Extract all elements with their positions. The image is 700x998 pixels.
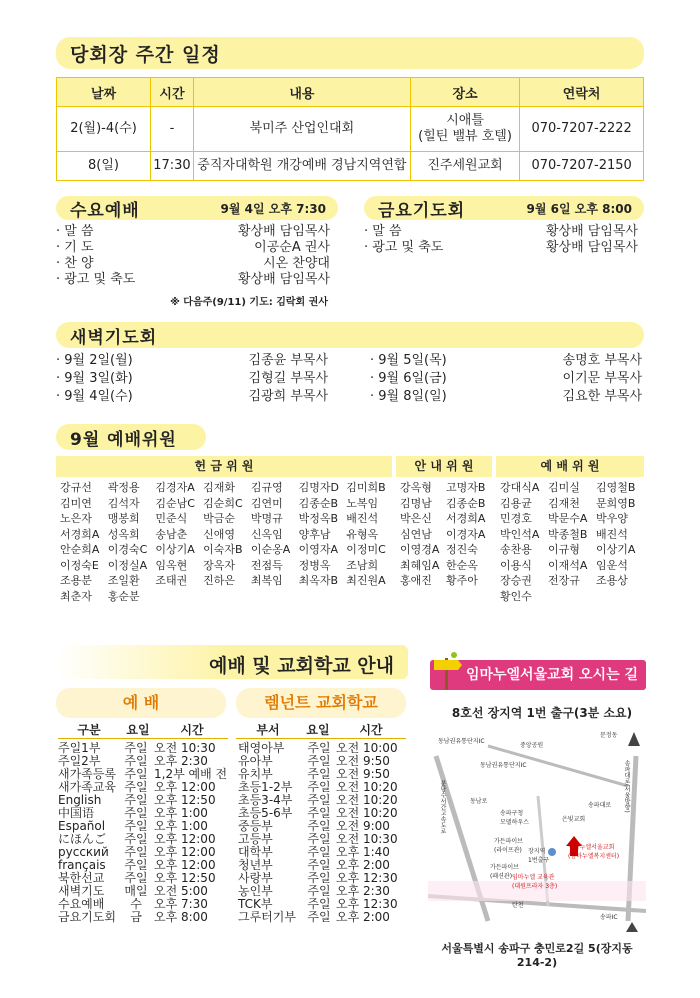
- item-label: · 말 씀: [364, 224, 402, 239]
- member-name: 박정옥B: [298, 512, 338, 525]
- member-name: 신애영: [203, 527, 236, 541]
- member-name: 이순옹A: [250, 543, 291, 556]
- schedule-cell: 오후 12:30: [336, 897, 398, 911]
- member-name: 홍애진: [400, 574, 432, 587]
- member-name: 안순희A: [60, 543, 100, 556]
- weekly-cell: 070-7207-2150: [520, 152, 644, 181]
- weekly-cell: 중직자대학원 개강예배 경남지역연합: [193, 152, 410, 181]
- schedule-cell: 주일1부: [58, 741, 101, 755]
- member-name: 이경자A: [446, 527, 486, 541]
- schedule-cell: 오전 10:30: [336, 832, 398, 846]
- schedule-cell: 고등부: [238, 832, 273, 846]
- weekly-col-header: 연락처: [520, 78, 644, 107]
- schedule-cell: 주일: [307, 832, 331, 846]
- weekly-cell: 시애틀 (힐틴 밸뷰 호텔): [410, 107, 519, 152]
- member-name: 박금순: [203, 512, 236, 525]
- schedule-cell: 오전 9:50: [336, 767, 390, 781]
- guide-names: [400, 480, 492, 589]
- member-name: 이영자A: [298, 543, 338, 556]
- schedule-cell: TCK부: [238, 897, 273, 911]
- weekly-col-header: 날짜: [57, 78, 151, 107]
- map-label-road3: 동남로: [470, 798, 488, 805]
- schedule-cell: 태영아부: [238, 741, 285, 755]
- member-name: [596, 589, 644, 605]
- dawn-list-left: [56, 352, 328, 406]
- item-value: 김종윤 부목사: [248, 353, 328, 368]
- schedule-cell: 금: [130, 910, 142, 924]
- committee-title-bar: [56, 424, 206, 450]
- member-name: 김종순B: [446, 496, 486, 510]
- member-name: 노은자: [60, 512, 92, 525]
- member-name: 조태권: [155, 574, 188, 587]
- item-value: 이기문 부목사: [562, 371, 642, 386]
- school-column-headers: [236, 721, 406, 739]
- member-name: 이정미C: [346, 543, 386, 556]
- member-name: 김석자: [107, 496, 140, 510]
- member-name: 김명남: [400, 496, 432, 510]
- list-item: [364, 224, 638, 240]
- member-name: 최복임: [250, 574, 283, 587]
- member-name: 이정실A: [107, 558, 148, 572]
- schedule-cell: 초등5-6부: [238, 806, 293, 820]
- worship-section-header: 예 배: [56, 688, 226, 718]
- member-name: 서경희A: [60, 527, 100, 541]
- worship-names: [500, 480, 644, 604]
- schedule-cell: 북한선교: [58, 871, 105, 885]
- member-name: 홍순분: [107, 589, 140, 603]
- list-item: [370, 370, 642, 388]
- item-label: · 9월 5일(목): [370, 353, 447, 368]
- schedule-cell: 농인부: [238, 884, 273, 898]
- dawn-title: 새벽기도회: [70, 327, 158, 348]
- member-name: 한순옥: [446, 558, 478, 572]
- worship-schedule: [58, 742, 230, 924]
- schedule-cell: 오후 12:30: [336, 871, 398, 885]
- schedule-cell: 새벽기도: [58, 884, 105, 898]
- church-map: [428, 726, 646, 932]
- schedule-cell: 오전 10:20: [336, 780, 398, 794]
- list-item: [56, 224, 330, 240]
- friday-title-bar: [364, 196, 644, 220]
- item-value: 시온 찬양대: [263, 256, 330, 271]
- member-name: 배진석: [596, 527, 628, 541]
- member-name: 최춘자: [60, 589, 92, 603]
- schedule-cell: 주일: [307, 871, 331, 885]
- member-name: 맹봉희: [107, 512, 140, 525]
- member-name: 김순희C: [203, 496, 243, 510]
- schedule-cell: 새가족등록: [58, 767, 116, 781]
- schedule-cell: 주일: [124, 780, 148, 794]
- member-name: 조일환: [107, 574, 140, 587]
- member-name: 신옥임: [250, 527, 283, 541]
- schedule-cell: 주일: [124, 871, 148, 885]
- school-col-header: 요일: [306, 723, 330, 737]
- school-section-header: 렘넌트 교회학교: [236, 688, 406, 718]
- wednesday-title-bar: [56, 196, 338, 220]
- schedule-cell: 오전 9:50: [336, 754, 390, 768]
- schedule-cell: 금요기도회: [58, 910, 116, 924]
- schedule-cell: 초등1-2부: [238, 780, 293, 794]
- wednesday-date: 9월 4일 오후 7:30: [220, 201, 326, 216]
- map-label-lot: 가든파이브 (라이프관): [494, 838, 523, 854]
- map-label-garden: 은빛교회: [562, 816, 586, 823]
- schedule-cell: 오후 12:00: [154, 832, 216, 846]
- schedule-cell: 주일2부: [58, 754, 101, 768]
- service-guide-title: 예배 및 교회학교 안내: [208, 655, 394, 677]
- schedule-cell: 오전 10:30: [154, 741, 216, 755]
- wednesday-note: ※ 다음주(9/11) 기도: 김락회 권사: [170, 297, 328, 308]
- item-label: · 말 씀: [56, 224, 94, 239]
- service-guide-title-bar: [56, 645, 408, 679]
- member-name: 곽정용: [107, 481, 140, 494]
- member-name: 김종순B: [298, 496, 338, 510]
- list-item: [364, 240, 638, 256]
- map-label-road2: 송파대로: [588, 802, 612, 809]
- schedule-cell: 오후 8:00: [154, 910, 208, 924]
- member-name: 송남춘: [155, 527, 188, 541]
- member-name: 김경자A: [155, 481, 195, 494]
- schedule-cell: Español: [58, 819, 106, 833]
- member-name: [299, 589, 347, 605]
- schedule-cell: 주일: [124, 754, 148, 768]
- list-item: [370, 388, 642, 406]
- wednesday-title: 수요예배: [70, 200, 140, 221]
- list-item: [56, 370, 328, 388]
- map-label-ic2: 동남권유통단지IC: [480, 762, 527, 769]
- school-col-header: 부서: [256, 723, 280, 737]
- weekly-col-header: 시간: [151, 78, 194, 107]
- schedule-cell: 주일: [124, 767, 148, 781]
- member-name: 정진숙: [446, 543, 478, 556]
- map-label-ic: 동남권유통단지IC: [438, 738, 485, 745]
- member-name: 장승권: [500, 574, 532, 587]
- member-name: 임옥현: [155, 558, 188, 572]
- map-label-stream: 탄천: [512, 902, 524, 909]
- schedule-cell: 매일: [124, 884, 148, 898]
- schedule-cell: 오후 12:00: [154, 780, 216, 794]
- member-name: 서경희A: [446, 512, 486, 525]
- schedule-cell: 주일: [124, 806, 148, 820]
- map-label-school: 임마누엘 교육관 (대원프라자 3층): [512, 874, 558, 890]
- member-name: 유형옥: [346, 527, 379, 541]
- map-label-highway2: 송파대로(서울방향): [623, 760, 630, 813]
- schedule-cell: 오전 10:20: [336, 806, 398, 820]
- schedule-cell: 주일: [307, 819, 331, 833]
- weekly-row: [57, 107, 644, 152]
- list-item: [56, 256, 330, 272]
- schedule-cell: 주일: [307, 858, 331, 872]
- member-name: 박은신: [400, 512, 432, 525]
- weekly-cell: 8(일): [57, 152, 151, 181]
- school-col-header: 시간: [359, 723, 383, 737]
- member-name: 김연미: [250, 496, 283, 510]
- item-label: · 기 도: [56, 240, 94, 255]
- schedule-cell: 주일: [124, 845, 148, 859]
- committee-title: 9월 예배위원: [70, 429, 177, 450]
- schedule-cell: 수: [130, 897, 142, 911]
- weekly-row: [57, 152, 644, 181]
- schedule-cell: 청년부: [238, 858, 273, 872]
- member-name: 민준식: [155, 512, 188, 525]
- schedule-cell: 대학부: [238, 845, 273, 859]
- schedule-cell: 유아부: [238, 754, 273, 768]
- member-name: [203, 589, 251, 605]
- member-name: [548, 589, 596, 605]
- schedule-cell: 오후 1:00: [154, 819, 208, 833]
- schedule-cell: 오후 2:30: [154, 754, 208, 768]
- member-name: 박종철B: [548, 527, 588, 541]
- member-name: 이영경A: [400, 543, 440, 556]
- schedule-cell: 주일: [124, 793, 148, 807]
- member-name: 김명자D: [298, 481, 339, 494]
- weekly-cell: 070-7207-2222: [520, 107, 644, 152]
- list-item: [56, 352, 328, 370]
- member-name: 박우양: [596, 512, 628, 525]
- member-name: 박명규: [250, 512, 283, 525]
- schedule-cell: 주일: [307, 910, 331, 924]
- schedule-cell: 오전 10:20: [336, 793, 398, 807]
- school-schedule: [238, 742, 408, 924]
- member-name: [346, 589, 394, 605]
- schedule-cell: 오전 9:00: [336, 819, 390, 833]
- church-address: 서울특별시 송파구 충민로2길 5(장지동 214-2): [441, 942, 633, 969]
- map-label-church: 임마누엘서울교회 (임마누엘복지센터): [568, 844, 620, 860]
- schedule-cell: にほんご: [58, 832, 107, 846]
- list-item: [56, 388, 328, 406]
- schedule-cell: 주일: [307, 845, 331, 859]
- schedule-cell: 오전 5:00: [154, 884, 208, 898]
- member-name: 송찬용: [500, 543, 532, 556]
- member-name: 김재화: [203, 481, 236, 494]
- member-name: 최진원A: [346, 574, 386, 587]
- schedule-cell: 새가족교육: [58, 780, 116, 794]
- member-name: 심연남: [400, 527, 432, 541]
- member-name: 임운석: [596, 558, 628, 572]
- map-label-mart: 가든파이브 (패션관): [490, 864, 519, 880]
- schedule-cell: 주일: [307, 780, 331, 794]
- member-name: 최옥자B: [298, 574, 338, 587]
- schedule-cell: 中国语: [58, 806, 95, 820]
- member-name: 황주아: [446, 574, 478, 587]
- dawn-title-bar: [56, 322, 644, 348]
- friday-date: 9월 6일 오후 8:00: [526, 201, 632, 216]
- member-name: 배진석: [346, 512, 379, 525]
- item-value: 김요한 부목사: [562, 389, 642, 404]
- member-name: 김재천: [548, 496, 580, 510]
- schedule-cell: 오후 12:00: [154, 845, 216, 859]
- schedule-cell: 주일: [124, 858, 148, 872]
- member-name: 박문수A: [548, 512, 588, 525]
- item-value: 황상배 담임목사: [237, 272, 330, 287]
- signpost-icon: [432, 650, 462, 690]
- schedule-cell: 수요예배: [58, 897, 105, 911]
- member-name: 진하은: [203, 574, 236, 587]
- member-name: 성옥희: [107, 527, 140, 541]
- guide-header: 안 내 위 원: [396, 456, 492, 477]
- schedule-cell: 주일: [307, 897, 331, 911]
- member-name: 김미희B: [346, 481, 386, 494]
- list-item: [56, 272, 330, 288]
- weekly-schedule-table: [56, 77, 644, 181]
- member-name: [155, 589, 203, 605]
- member-name: 김영철B: [596, 481, 636, 494]
- weekly-title: 당회장 주간 일정: [70, 43, 221, 66]
- item-value: 김형길 부목사: [248, 371, 328, 386]
- member-name: 이숙자B: [203, 543, 243, 556]
- item-label: · 9월 8일(일): [370, 389, 447, 404]
- schedule-cell: 그루터기부: [238, 910, 296, 924]
- schedule-cell: 오후 12:50: [154, 871, 216, 885]
- weekly-cell: 진주세원교회: [410, 152, 519, 181]
- member-name: 최혜임A: [400, 558, 440, 572]
- weekly-title-bar: [56, 37, 644, 69]
- member-name: 이용식: [500, 558, 532, 572]
- schedule-cell: français: [58, 858, 106, 872]
- map-label-pastor: 문정동: [600, 732, 618, 739]
- item-label: · 9월 2일(월): [56, 353, 133, 368]
- schedule-cell: 초등3-4부: [238, 793, 293, 807]
- dawn-list-right: [370, 352, 642, 406]
- member-name: 노복임: [346, 496, 379, 510]
- schedule-cell: 주일: [124, 819, 148, 833]
- item-label: · 9월 3일(화): [56, 371, 133, 386]
- weekly-cell: -: [151, 107, 194, 152]
- item-label: · 9월 6일(금): [370, 371, 447, 386]
- wednesday-list: [56, 224, 330, 288]
- schedule-cell: 오후 2:30: [336, 884, 390, 898]
- worship-col-header: 구분: [77, 723, 101, 737]
- weekly-col-header: 장소: [410, 78, 519, 107]
- schedule-cell: English: [58, 793, 102, 807]
- member-name: 김미연: [60, 496, 92, 510]
- directions-title: 임마누엘서울교회 오시는 길: [465, 667, 638, 683]
- worship-column-headers: [58, 721, 228, 739]
- schedule-cell: 오후 7:30: [154, 897, 208, 911]
- member-name: 황인수: [500, 589, 532, 603]
- item-value: 황상배 담임목사: [545, 240, 638, 255]
- schedule-cell: 오후 12:00: [154, 858, 216, 872]
- offering-names: [60, 480, 394, 604]
- item-value: 황상배 담임목사: [237, 224, 330, 239]
- weekly-cell: 북미주 산업인대회: [193, 107, 410, 152]
- schedule-cell: русский: [58, 845, 109, 859]
- member-name: 이경숙C: [107, 543, 148, 556]
- schedule-cell: 주일: [124, 832, 148, 846]
- schedule-cell: 오후 12:50: [154, 793, 216, 807]
- map-label-exit: 송파IC: [600, 914, 618, 921]
- schedule-cell: 주일: [307, 793, 331, 807]
- member-name: 정병옥: [298, 558, 331, 572]
- schedule-cell: 오후 1:00: [154, 806, 208, 820]
- friday-title: 금요기도회: [378, 200, 466, 221]
- list-item: [56, 240, 330, 256]
- member-name: 이규형: [548, 543, 580, 556]
- member-name: 민경호: [500, 512, 532, 525]
- member-name: 고명자B: [446, 481, 486, 494]
- schedule-cell: 오후 2:00: [336, 910, 390, 924]
- map-label-cemetery: 중앙공원: [520, 742, 544, 749]
- member-name: 김규영: [250, 481, 283, 494]
- map-label-highway: 분당수서간고속도로: [439, 780, 446, 834]
- schedule-cell: 주일: [124, 741, 148, 755]
- offering-header: 헌 금 위 원: [56, 456, 392, 477]
- member-name: 김용균: [500, 496, 532, 510]
- member-name: 전점득: [250, 558, 283, 572]
- item-value: 송명호 부목사: [562, 353, 642, 368]
- member-name: 양후남: [298, 527, 331, 541]
- item-label: · 찬 양: [56, 256, 94, 271]
- member-name: 박인석A: [500, 527, 540, 541]
- schedule-cell: 오전 10:00: [336, 741, 398, 755]
- schedule-cell: 주일: [307, 806, 331, 820]
- member-name: 조남희: [346, 558, 379, 572]
- schedule-cell: 1,2부 예배 전: [154, 767, 228, 781]
- map-label-center: 송파구청 모델하우스: [500, 810, 529, 826]
- schedule-cell: 주일: [307, 741, 331, 755]
- schedule-cell: 주일: [307, 754, 331, 768]
- list-item: [370, 352, 642, 370]
- member-name: 전장규: [548, 574, 580, 587]
- member-name: 강대식A: [500, 481, 540, 494]
- schedule-cell: 주일: [307, 884, 331, 898]
- worship-col-header: 요일: [126, 723, 150, 737]
- schedule-cell: 중등부: [238, 819, 273, 833]
- member-name: 장옥자: [203, 558, 236, 572]
- item-label: · 9월 4일(수): [56, 389, 133, 404]
- weekly-cell: 17:30: [151, 152, 194, 181]
- member-name: [251, 589, 299, 605]
- item-value: 이공순A 권사: [254, 240, 330, 255]
- directions-title-banner: [430, 660, 646, 690]
- worship-col-header: 시간: [180, 723, 204, 737]
- member-name: 김순남C: [155, 496, 195, 510]
- item-value: 황상배 담임목사: [545, 224, 638, 239]
- member-name: 강옥형: [400, 481, 432, 494]
- item-label: · 광고 및 축도: [56, 272, 136, 287]
- worship-header: 예 배 위 원: [496, 456, 644, 477]
- member-name: 이상기A: [596, 543, 636, 556]
- schedule-cell: 오후 1:40: [336, 845, 390, 859]
- member-name: 이재석A: [548, 558, 588, 572]
- weekly-col-header: 내용: [193, 78, 410, 107]
- subway-directions: 8호선 장지역 1번 출구(3분 소요): [451, 706, 633, 720]
- schedule-cell: 유치부: [238, 767, 273, 781]
- item-value: 김광희 부목사: [248, 389, 328, 404]
- member-name: 조용분: [60, 574, 92, 587]
- friday-list: [364, 224, 638, 256]
- map-label-station: 장지역 1번출구: [528, 848, 550, 864]
- member-name: 문희영B: [596, 496, 636, 510]
- schedule-cell: 오후 2:00: [336, 858, 390, 872]
- member-name: 이상기A: [155, 543, 195, 556]
- member-name: 김미실: [548, 481, 580, 494]
- schedule-cell: 사랑부: [238, 871, 273, 885]
- member-name: 조용상: [596, 574, 628, 587]
- schedule-cell: 주일: [307, 767, 331, 781]
- item-label: · 광고 및 축도: [364, 240, 444, 255]
- member-name: 강규선: [60, 481, 92, 494]
- weekly-cell: 2(월)-4(수): [57, 107, 151, 152]
- member-name: 이정숙E: [60, 558, 99, 572]
